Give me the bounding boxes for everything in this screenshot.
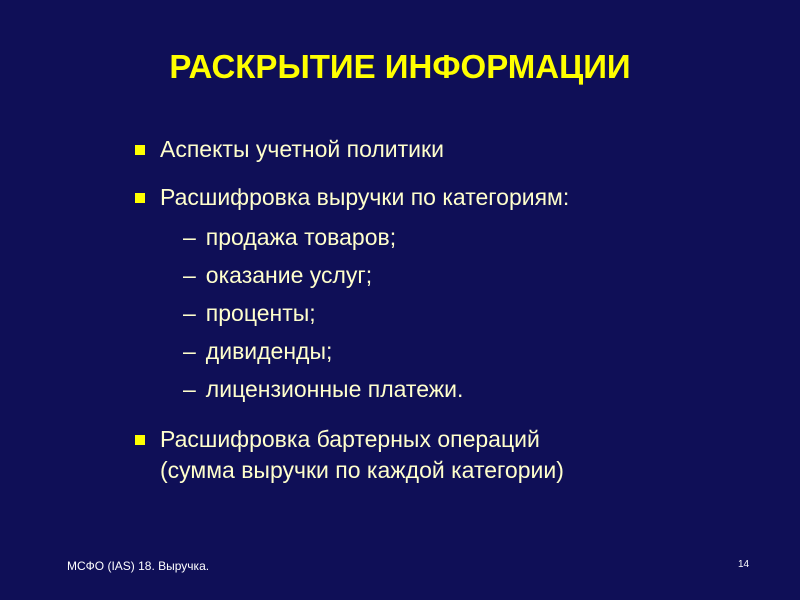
bullet-text: Расшифровка выручки по категориям: — [160, 184, 570, 210]
bullet-text-multiline — [160, 424, 564, 486]
sub-item — [183, 222, 396, 253]
bullet-text: Аспекты учетной политики — [160, 136, 444, 162]
bullet-line: Расшифровка бартерных операций — [160, 426, 540, 452]
slide-footer: МСФО (IAS) 18. Выручка. — [67, 559, 210, 573]
sub-item-text: продажа товаров; — [205, 224, 397, 250]
square-bullet-icon — [135, 145, 145, 155]
square-bullet-icon — [135, 193, 145, 203]
sub-item — [183, 336, 332, 367]
sub-item-text: лицензионные платежи. — [205, 376, 464, 402]
dash-marker: – — [183, 338, 196, 364]
sub-item-text: проценты; — [205, 300, 316, 326]
sub-item — [183, 298, 316, 329]
sub-item-text: дивиденды; — [205, 338, 333, 364]
dash-marker: – — [183, 262, 196, 288]
slide-title: РАСКРЫТИЕ ИНФОРМАЦИИ — [169, 48, 631, 85]
sub-item-text: оказание услуг; — [205, 262, 373, 288]
dash-marker: – — [183, 224, 196, 250]
sub-item — [183, 260, 372, 291]
bullet-item-revenue-breakdown — [135, 182, 569, 213]
dash-marker: – — [183, 376, 196, 402]
dash-marker: – — [183, 300, 196, 326]
bullet-item-accounting-policy — [135, 134, 444, 165]
bullet-line: (сумма выручки по каждой категории) — [160, 457, 564, 483]
bullet-item-barter-breakdown — [135, 424, 564, 486]
sub-item — [183, 374, 463, 405]
page-number: 14 — [738, 559, 750, 570]
square-bullet-icon — [135, 435, 145, 445]
